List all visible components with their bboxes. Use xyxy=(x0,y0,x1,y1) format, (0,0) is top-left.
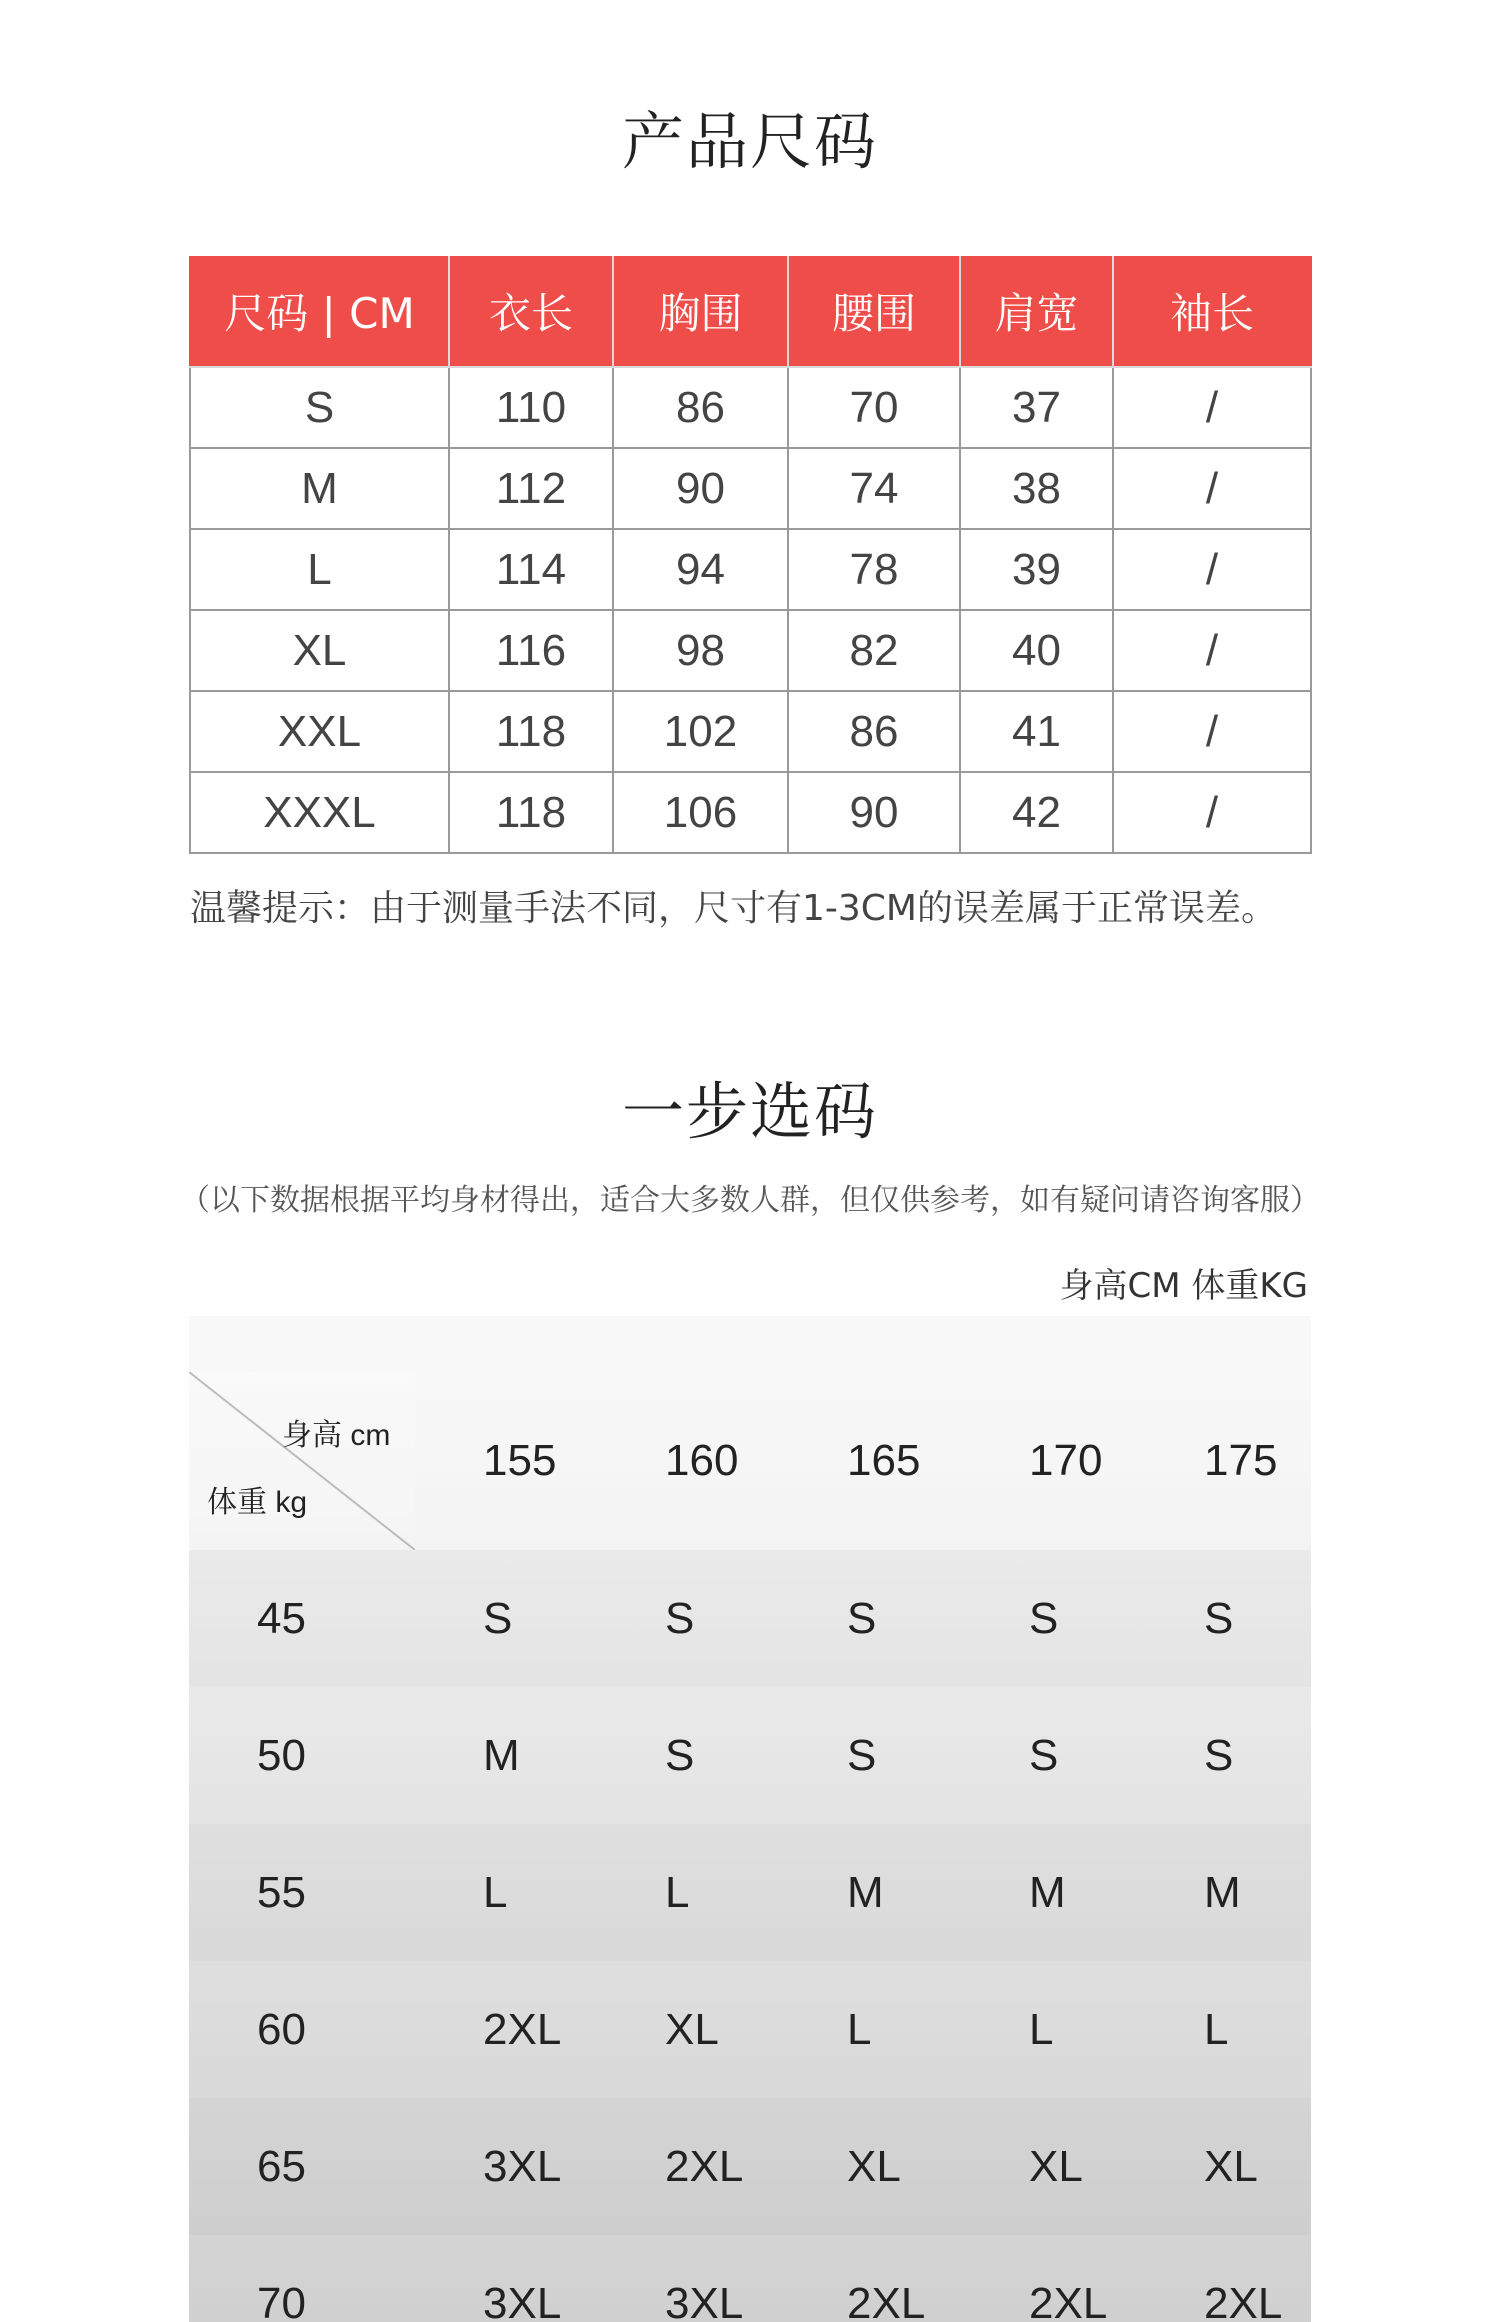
size-recommendation: L xyxy=(483,1867,508,1917)
size-recommendation: S xyxy=(483,1593,513,1643)
weight-label: 50 xyxy=(257,1730,306,1780)
header-waist: 腰围 xyxy=(788,256,960,367)
table-cell: 41 xyxy=(960,691,1113,772)
weight-label: 55 xyxy=(257,1867,306,1917)
size-recommendation: XL xyxy=(1204,2141,1258,2191)
size-picker-table xyxy=(189,1372,1311,2322)
size-recommendation: 2XL xyxy=(665,2141,744,2191)
table-cell: 102 xyxy=(613,691,788,772)
table-cell: 118 xyxy=(449,691,613,772)
size-cell: XXXL xyxy=(190,772,449,853)
height-header: 165 xyxy=(779,1372,961,1550)
table-cell: / xyxy=(1113,610,1311,691)
size-cell: XXL xyxy=(190,691,449,772)
table-row xyxy=(190,610,1311,691)
header-sleeve: 袖长 xyxy=(1113,256,1311,367)
size-recommendation: XL xyxy=(1029,2141,1083,2191)
size-picker-title: 一步选码 xyxy=(621,1075,878,1148)
size-recommendation: S xyxy=(1204,1730,1234,1780)
measurement-tip: 温馨提示：由于测量手法不同，尺寸有1-3CM的误差属于正常误差。 xyxy=(190,888,1277,929)
weight-label: 70 xyxy=(257,2278,306,2322)
size-recommendation: L xyxy=(1029,2004,1054,2054)
weight-label: 45 xyxy=(257,1593,306,1643)
header-size: 尺码 | CM xyxy=(190,256,449,367)
weight-row xyxy=(189,1687,1311,1824)
table-cell: 110 xyxy=(449,367,613,448)
table-cell: 82 xyxy=(788,610,960,691)
corner-cell xyxy=(189,1372,415,1550)
size-recommendation: XL xyxy=(847,2141,901,2191)
size-recommendation: S xyxy=(665,1593,695,1643)
table-cell: 90 xyxy=(613,448,788,529)
size-cell: XL xyxy=(190,610,449,691)
weight-row xyxy=(189,2098,1311,2235)
table-row xyxy=(190,772,1311,853)
size-recommendation: XL xyxy=(665,2004,719,2054)
size-recommendation: S xyxy=(847,1730,877,1780)
table-cell: 114 xyxy=(449,529,613,610)
size-recommendation: M xyxy=(1029,1867,1066,1917)
table-cell: 106 xyxy=(613,772,788,853)
height-header: 170 xyxy=(961,1372,1136,1550)
height-header: 155 xyxy=(415,1372,597,1550)
size-recommendation: L xyxy=(1204,2004,1229,2054)
size-recommendation: 2XL xyxy=(483,2004,562,2054)
size-recommendation: 2XL xyxy=(847,2278,926,2322)
weight-row xyxy=(189,1961,1311,2098)
table-cell: 70 xyxy=(788,367,960,448)
header-bust: 胸围 xyxy=(613,256,788,367)
size-recommendation: 2XL xyxy=(1204,2278,1283,2322)
table-cell: 74 xyxy=(788,448,960,529)
table-cell: 38 xyxy=(960,448,1113,529)
size-chart-header-row xyxy=(190,256,1311,367)
size-picker-subtitle: （以下数据根据平均身材得出，适合大多数人群，但仅供参考，如有疑问请咨询客服） xyxy=(180,1183,1320,1218)
table-cell: / xyxy=(1113,691,1311,772)
table-cell: / xyxy=(1113,529,1311,610)
size-recommendation: 3XL xyxy=(665,2278,744,2322)
table-cell: 40 xyxy=(960,610,1113,691)
size-recommendation: M xyxy=(847,1867,884,1917)
corner-height-label: 身高 cm xyxy=(282,1419,391,1452)
height-header: 160 xyxy=(597,1372,779,1550)
size-recommendation: 2XL xyxy=(1029,2278,1108,2322)
table-cell: / xyxy=(1113,367,1311,448)
corner-weight-label: 体重 kg xyxy=(207,1486,308,1519)
size-picker-grid xyxy=(189,1316,1311,2322)
table-cell: 42 xyxy=(960,772,1113,853)
table-row xyxy=(190,448,1311,529)
table-cell: 116 xyxy=(449,610,613,691)
size-recommendation: S xyxy=(665,1730,695,1780)
size-chart-title: 产品尺码 xyxy=(621,105,878,178)
units-label: 身高CM 体重KG xyxy=(1059,1266,1308,1306)
table-cell: / xyxy=(1113,448,1311,529)
size-cell: M xyxy=(190,448,449,529)
table-cell: 37 xyxy=(960,367,1113,448)
size-recommendation: L xyxy=(665,1867,690,1917)
table-cell: 78 xyxy=(788,529,960,610)
table-row xyxy=(190,367,1311,448)
size-recommendation: L xyxy=(847,2004,872,2054)
height-header: 175 xyxy=(1136,1372,1311,1550)
weight-row xyxy=(189,2235,1311,2322)
table-cell: 112 xyxy=(449,448,613,529)
table-cell: 86 xyxy=(788,691,960,772)
size-recommendation: S xyxy=(1029,1593,1059,1643)
table-cell: 90 xyxy=(788,772,960,853)
grid-top-band xyxy=(189,1316,1311,1372)
size-recommendation: M xyxy=(1204,1867,1241,1917)
table-row xyxy=(190,529,1311,610)
table-row xyxy=(190,691,1311,772)
size-recommendation: 3XL xyxy=(483,2141,562,2191)
size-cell: S xyxy=(190,367,449,448)
size-recommendation: S xyxy=(1204,1593,1234,1643)
size-cell: L xyxy=(190,529,449,610)
diagonal-divider xyxy=(189,1372,415,1550)
table-cell: 98 xyxy=(613,610,788,691)
table-cell: 86 xyxy=(613,367,788,448)
weight-label: 65 xyxy=(257,2141,306,2191)
size-recommendation: M xyxy=(483,1730,520,1780)
table-cell: 118 xyxy=(449,772,613,853)
weight-label: 60 xyxy=(257,2004,306,2054)
header-length: 衣长 xyxy=(449,256,613,367)
table-cell: / xyxy=(1113,772,1311,853)
height-header-row xyxy=(189,1372,1311,1550)
size-recommendation: 3XL xyxy=(483,2278,562,2322)
weight-row xyxy=(189,1824,1311,1961)
size-recommendation: S xyxy=(847,1593,877,1643)
table-cell: 39 xyxy=(960,529,1113,610)
weight-row xyxy=(189,1550,1311,1687)
size-recommendation: S xyxy=(1029,1730,1059,1780)
table-cell: 94 xyxy=(613,529,788,610)
header-shoulder: 肩宽 xyxy=(960,256,1113,367)
size-chart-table xyxy=(189,256,1312,854)
